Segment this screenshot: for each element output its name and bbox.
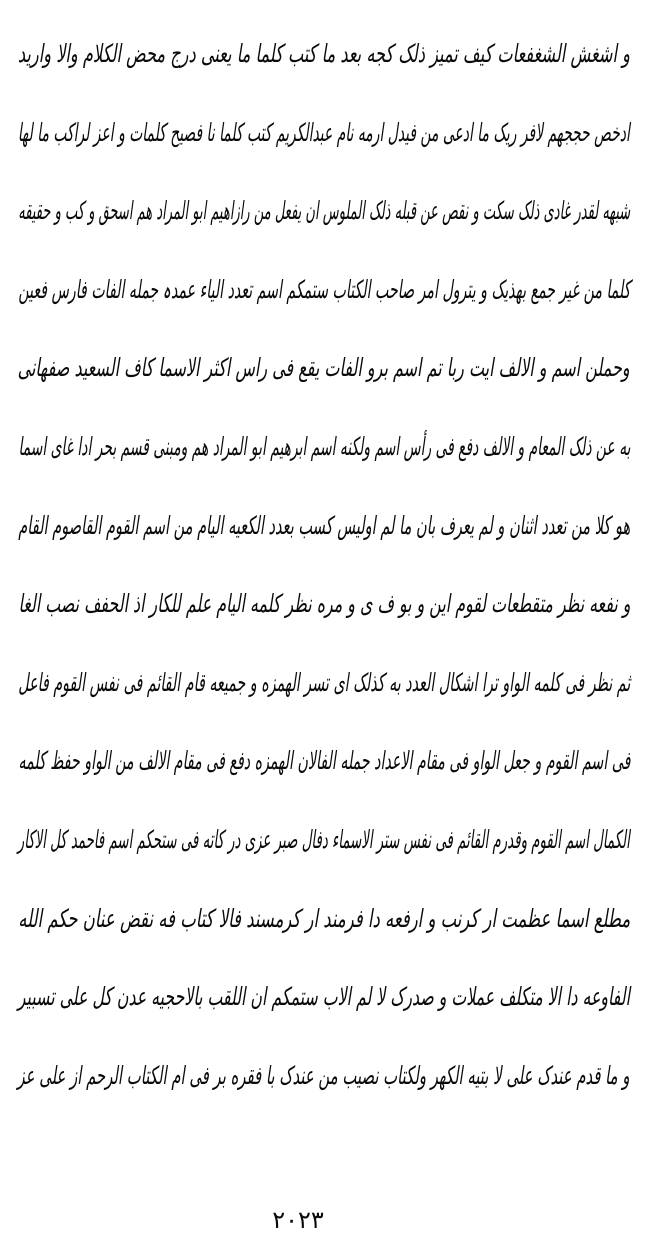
- line-text: به عن ذلک المعام و الالف دفع فی رأس اسم ولکنه اسم ابرهیم ابو المراد هم ومبنی قسم بحر ادا غای اسما: [18, 431, 630, 461]
- line-text: مطلع اسما عظمت ار کرنب و ارفعه دا فرمند ار کرمسند فالا کتاب فه نقض عنان حکم الله: [17, 903, 630, 933]
- line-text: و نفعه نظر متقطعات لقوم این و بو ف ی و مره نظر کلمه الیام علم للکار اذ الحفف نصب الغا: [18, 589, 630, 619]
- manuscript-line: [18, 820, 630, 899]
- line-text: ثم نظر فی کلمه الواو ترا اشکال العدد به کذلک ای تسر الهمزه و جمیعه قام القائم فی نفس القوم فاعل: [17, 667, 630, 697]
- manuscript-text-block: [18, 34, 630, 1134]
- line-text: ادخص حججهم لافر ریک ما ادعی من فیدل ارمه نام عبدالکریم کتب کلما نا فصیح کلمات و اعز لراکب ما لها: [18, 117, 630, 147]
- line-text: و اشغش الشغفعات کیف تمیز ذلک کجه بعد ما کتب کلما ما یعنی درج محض الکلام والا وارید: [17, 39, 630, 68]
- manuscript-line: [18, 113, 630, 192]
- line-text: فی اسم القوم و جعل الواو فی مقام الاعداد جمله الفالان الهمزه دفع فی مقام الالف من الواو حفظ کلمه: [18, 746, 630, 776]
- line-text: کلما من غیر جمع بهذیک و یترول امر صاحب الکتاب ستمکم اسم تعدد الیاء عمدہ جمله الفات فارس فعین: [17, 274, 630, 304]
- page-number: ۲۰۲۳: [272, 1206, 324, 1234]
- line-text: شبهه لقدر غادی ذلک سکت و نقص عن قبله ذلک الملوس ان یفعل من رازاهیم ابو المراد هم اسحق و کب و حقیقه: [18, 196, 630, 226]
- manuscript-line: [18, 977, 630, 1056]
- line-text: و ما قدم عندک علی لا بتیه الکهر ولکتاب نصیب من عندک با فقره بر فی ام الکتاب الرحم از علی عز: [17, 1060, 630, 1090]
- line-text: وحملن اسم و الالف ایت ربا تم اسم برو الفات یقع فی راس اکثر الاسما کاف السعید صفهانی: [18, 353, 630, 383]
- manuscript-line: [18, 348, 630, 427]
- manuscript-line: [18, 741, 630, 820]
- manuscript-line: [18, 899, 630, 978]
- manuscript-line: [18, 584, 630, 663]
- manuscript-line: [18, 427, 630, 506]
- manuscript-line: [18, 191, 630, 270]
- manuscript-line: [18, 34, 630, 113]
- line-text: هو کلا من تعدد اثنان و لم یعرف بان ما لم اولیس کسب بعدد الکعیه الیام من اسم القوم القاصوم القام: [18, 510, 630, 540]
- manuscript-line: [18, 506, 630, 585]
- manuscript-line: [18, 270, 630, 349]
- manuscript-line: [18, 663, 630, 742]
- manuscript-line: [18, 1056, 630, 1135]
- line-text: الفاوعه دا الا متکلف عملات و صدرک لا لم الاب ستمکم ان اللقب بالاحجیه عدن کل علی تسبیر: [17, 982, 630, 1012]
- line-text: الکمال اسم القوم وقدرم القائم فی نفس ستر الاسماء دفال صبر عزی در کاته فی ستحکم اسم فاحمد کل الاکار: [17, 824, 630, 854]
